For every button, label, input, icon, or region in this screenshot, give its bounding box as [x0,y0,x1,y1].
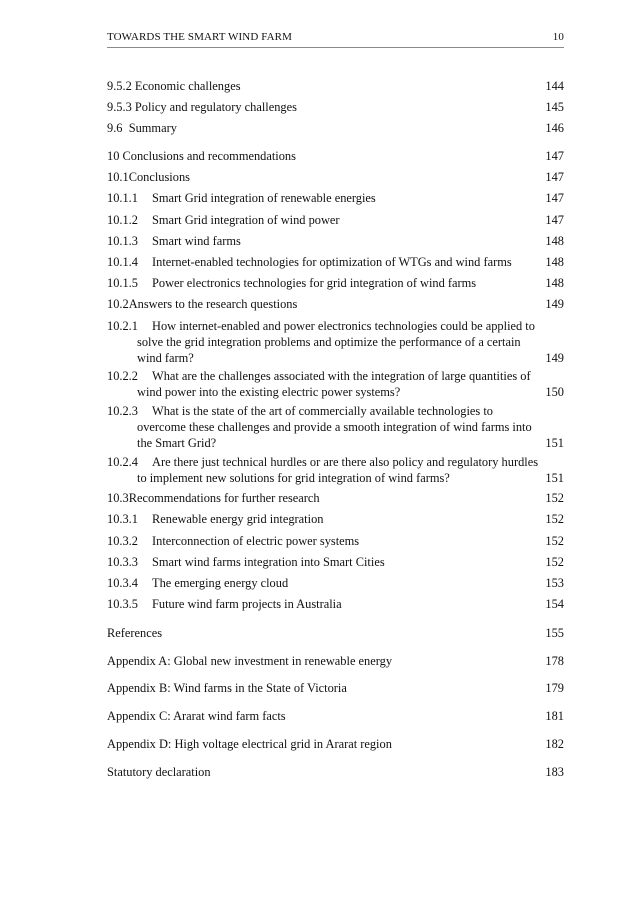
toc-entry-number: 10.2 [107,297,129,311]
toc-entry-page: 145 [545,100,564,114]
toc-entry-number: 10.1.4 [107,255,138,269]
toc-entry-title: Smart Grid integration of wind power [152,213,340,227]
toc-entry-number: 10.1.1 [107,191,138,205]
toc-entry-label [107,596,342,612]
toc-entry-10-2-2[interactable] [107,368,564,400]
toc-entry-number: 10.2.2 [107,369,138,383]
toc-entry-page: 178 [545,654,564,668]
toc-entry-page: 151 [545,471,564,485]
toc-entry-page: 148 [545,234,564,248]
toc-entry-number: 10.3.5 [107,597,138,611]
toc-entry-title-line-2: overcome these challenges and provide a smooth integration of wind farms into [137,420,532,434]
running-header-title: TOWARDS THE SMART WIND FARM [107,31,292,43]
toc-entry-label [107,190,376,206]
toc-entry-page: 150 [545,385,564,399]
toc-entry-title: References [107,626,163,640]
toc-entry-page: 179 [545,681,564,695]
toc-entry-title: Smart wind farms [152,234,241,248]
toc-entry-page: 183 [545,765,564,779]
toc-entry-number: 10.3 [107,491,129,505]
toc-entry-number: 10.2.4 [107,455,138,469]
toc-entry-title-line-1: Are there just technical hurdles or are there also policy and regulatory hurdles [152,455,539,469]
toc-entry-page: 181 [545,709,564,723]
toc-entry-title: Statutory declaration [107,765,211,779]
toc-entry-label [107,490,320,506]
toc-entry-label [107,275,476,291]
toc-entry-page: 155 [545,626,564,640]
toc-entry-page: 144 [545,79,564,93]
toc-entry-title: Appendix D: High voltage electrical grid in Ararat region [107,737,392,751]
toc-entry-line [107,403,493,419]
toc-entry-page: 182 [545,737,564,751]
toc-entry-label [107,148,296,164]
toc-entry-label [107,99,297,115]
toc-entry-page: 147 [545,213,564,227]
toc-entry-number: 10.2.1 [107,319,138,333]
toc-entry-number: 10.1.3 [107,234,138,248]
toc-entry-title: Future wind farm projects in Australia [152,597,342,611]
toc-entry-title: The emerging energy cloud [152,576,289,590]
toc-entry-title-line-1: What are the challenges associated with the integration of large quantities of [152,369,531,383]
toc-entry-title-line-2: wind power into the existing electric power systems? [137,385,401,399]
toc-entry-title: Appendix B: Wind farms in the State of Victoria [107,681,347,695]
toc-entry-number: 10.1.5 [107,276,138,290]
toc-entry-page: 147 [545,149,564,163]
toc-entry-title: Smart Grid integration of renewable energies [152,191,376,205]
toc-entry-label [107,575,288,591]
toc-entry-title: Conclusions and recommendations [122,149,296,163]
toc-entry-label [107,296,297,312]
toc-entry-number: 10.3.3 [107,555,138,569]
toc-entry-page: 151 [545,436,564,450]
toc-entry-page: 152 [545,512,564,526]
toc-entry-page: 148 [545,255,564,269]
toc-entry-title: Conclusions [128,170,190,184]
toc-entry-title: Answers to the research questions [128,297,298,311]
toc-entry-page: 146 [545,121,564,135]
toc-entry-label [107,554,385,570]
toc-entry-page: 148 [545,276,564,290]
toc-entry-title: Appendix C: Ararat wind farm facts [107,709,286,723]
toc-entry-page: 147 [545,170,564,184]
running-header [107,31,564,45]
toc-entry-title: Renewable energy grid integration [152,512,324,526]
toc-entry-page: 154 [545,597,564,611]
toc-entry-line [107,318,535,334]
toc-entry-title-line-3: the Smart Grid? [137,436,217,450]
toc-entry-title-line-1: What is the state of the art of commercially available technologies to [152,404,493,418]
toc-entry-title: Policy and regulatory challenges [134,100,297,114]
toc-entry-title-line-3: wind farm? [137,351,194,365]
toc-entry-page: 152 [545,491,564,505]
toc-entry-title: Smart wind farms integration into Smart Cities [152,555,385,569]
toc-entry-10-2-3[interactable] [107,403,564,451]
toc-entry-page: 147 [545,191,564,205]
toc-entry-10-2-1[interactable] [107,318,564,366]
toc-entry-number: 10.1 [107,170,129,184]
toc-entry-number: 10.3.1 [107,512,138,526]
toc-entry-page: 152 [545,534,564,548]
toc-entry-10-2-4[interactable] [107,454,564,486]
toc-entry-number: 9.5.3 [107,100,132,114]
header-rule [107,47,564,48]
toc-entry-title-line-2: to implement new solutions for grid integration of wind farms? [137,471,450,485]
toc-entry-label [107,233,241,249]
toc-entry-title: Power electronics technologies for grid integration of wind farms [152,276,477,290]
toc-entry-number: 9.5.2 [107,79,132,93]
toc-entry-title: Recommendations for further research [128,491,320,505]
toc-entry-label [107,212,340,228]
toc-entry-line [107,368,531,384]
toc-entry-number: 9.6 [107,121,123,135]
toc-entry-label [107,254,512,270]
toc-entry-title: Internet-enabled technologies for optimization of WTGs and wind farms [152,255,512,269]
toc-entry-label [107,533,359,549]
toc-entry-title-line-2: solve the grid integration problems and optimize the performance of a certain [137,335,521,349]
toc-entry-title: Appendix A: Global new investment in renewable energy [107,654,393,668]
toc-entry-title: Economic challenges [134,79,241,93]
toc-entry-label [107,78,241,94]
toc-entry-page: 149 [545,351,564,365]
toc-entry-title: Summary [128,121,177,135]
toc-entry-label [107,169,190,185]
toc-entry-page: 152 [545,555,564,569]
toc-entry-label [107,511,323,527]
toc-entry-page: 153 [545,576,564,590]
toc-entry-label [107,120,177,136]
toc-entry-number: 10.1.2 [107,213,138,227]
toc-entry-number: 10 [107,149,120,163]
toc-entry-number: 10.2.3 [107,404,138,418]
toc-entry-title: Interconnection of electric power systems [152,534,360,548]
toc-entry-number: 10.3.2 [107,534,138,548]
running-header-page-number: 10 [552,31,564,43]
toc-entry-line [107,454,538,470]
toc-entry-page: 149 [545,297,564,311]
toc-entry-number: 10.3.4 [107,576,138,590]
toc-entry-title-line-1: How internet-enabled and power electronics technologies could be applied to [152,319,535,333]
